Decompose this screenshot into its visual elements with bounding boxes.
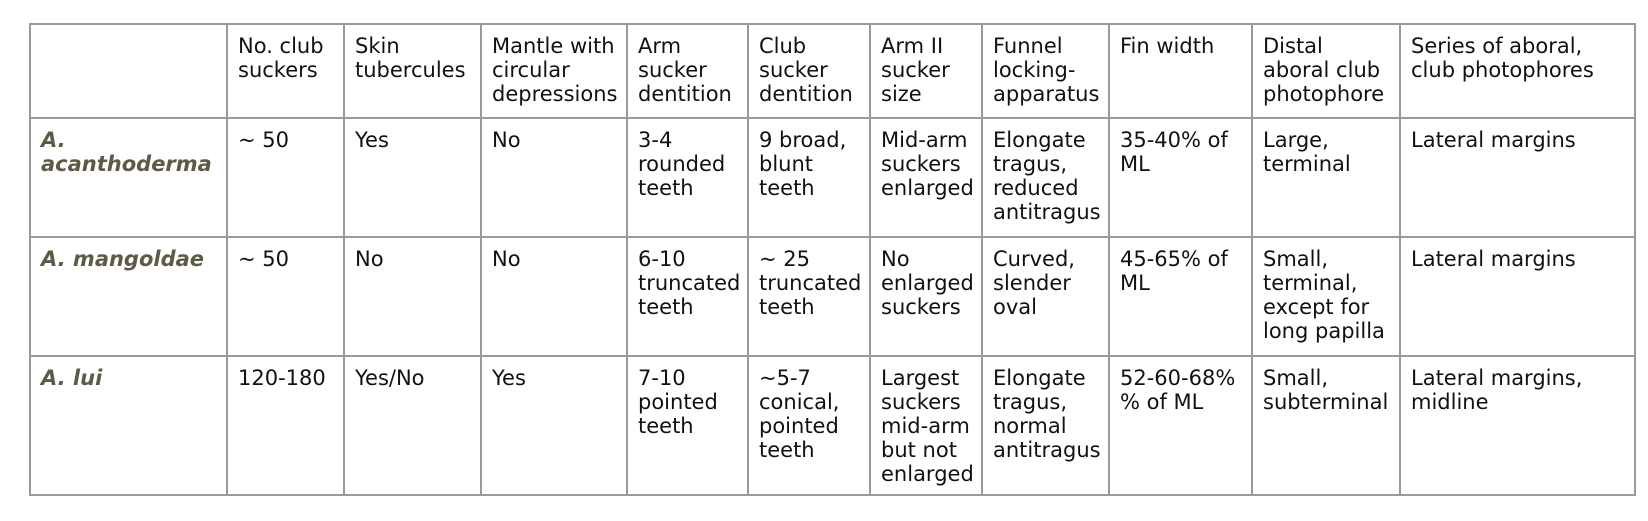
table-cell: Lateral margins, midline (1400, 356, 1635, 495)
table-row (30, 356, 1635, 495)
header-cell-fin-width: Fin width (1109, 24, 1252, 118)
table-cell: No (481, 237, 627, 356)
table-row (30, 237, 1635, 356)
header-cell-distal-photophore: Distal aboral club photophore (1252, 24, 1400, 118)
table-cell: Yes/No (344, 356, 481, 495)
table-cell: No enlarged suckers (870, 237, 982, 356)
species-comparison-table (29, 23, 1636, 496)
table-cell: Yes (481, 356, 627, 495)
table-cell: 52-60-68% % of ML (1109, 356, 1252, 495)
table-cell: ~ 50 (227, 237, 344, 356)
table-cell: 120-180 (227, 356, 344, 495)
header-cell-arm-sucker-dentition: Arm sucker dentition (627, 24, 748, 118)
table-cell: ~5-7 conical, pointed teeth (748, 356, 870, 495)
table-cell: 35-40% of ML (1109, 118, 1252, 237)
table-cell: Small, terminal, except for long papilla (1252, 237, 1400, 356)
table-cell: Lateral margins (1400, 118, 1635, 237)
table-cell: 7-10 pointed teeth (627, 356, 748, 495)
header-cell-series-photophores: Series of aboral, club photophores (1400, 24, 1635, 118)
table-cell: Small, subterminal (1252, 356, 1400, 495)
table-row (30, 118, 1635, 237)
table-cell: 6-10 truncated teeth (627, 237, 748, 356)
table-cell: Lateral margins (1400, 237, 1635, 356)
header-cell-arm-ii-sucker-size: Arm II sucker size (870, 24, 982, 118)
table-cell: ~ 50 (227, 118, 344, 237)
header-row (30, 24, 1635, 118)
header-cell-club-sucker-dentition: Club sucker dentition (748, 24, 870, 118)
table-cell: 3-4 rounded teeth (627, 118, 748, 237)
table-cell: ~ 25 truncated teeth (748, 237, 870, 356)
table-cell: No (481, 118, 627, 237)
table-cell: 45-65% of ML (1109, 237, 1252, 356)
species-name: A. lui (30, 356, 227, 495)
table-cell: Yes (344, 118, 481, 237)
header-cell-mantle: Mantle with circular depressions (481, 24, 627, 118)
species-name: A. mangoldae (30, 237, 227, 356)
header-cell-empty (30, 24, 227, 118)
header-cell-club-suckers: No. club suckers (227, 24, 344, 118)
table-cell: Largest suckers mid-arm but not enlarged (870, 356, 982, 495)
comparison-table-container (29, 23, 1636, 496)
table-cell: Mid-arm suckers enlarged (870, 118, 982, 237)
table-cell: Large, terminal (1252, 118, 1400, 237)
table-cell: No (344, 237, 481, 356)
header-cell-funnel-locking: Funnel locking-apparatus (982, 24, 1109, 118)
species-name: A. acanthoderma (30, 118, 227, 237)
table-cell: Curved, slender oval (982, 237, 1109, 356)
table-cell: 9 broad, blunt teeth (748, 118, 870, 237)
header-cell-skin-tubercules: Skin tubercules (344, 24, 481, 118)
table-cell: Elongate tragus, normal antitragus (982, 356, 1109, 495)
table-cell: Elongate tragus, reduced antitragus (982, 118, 1109, 237)
